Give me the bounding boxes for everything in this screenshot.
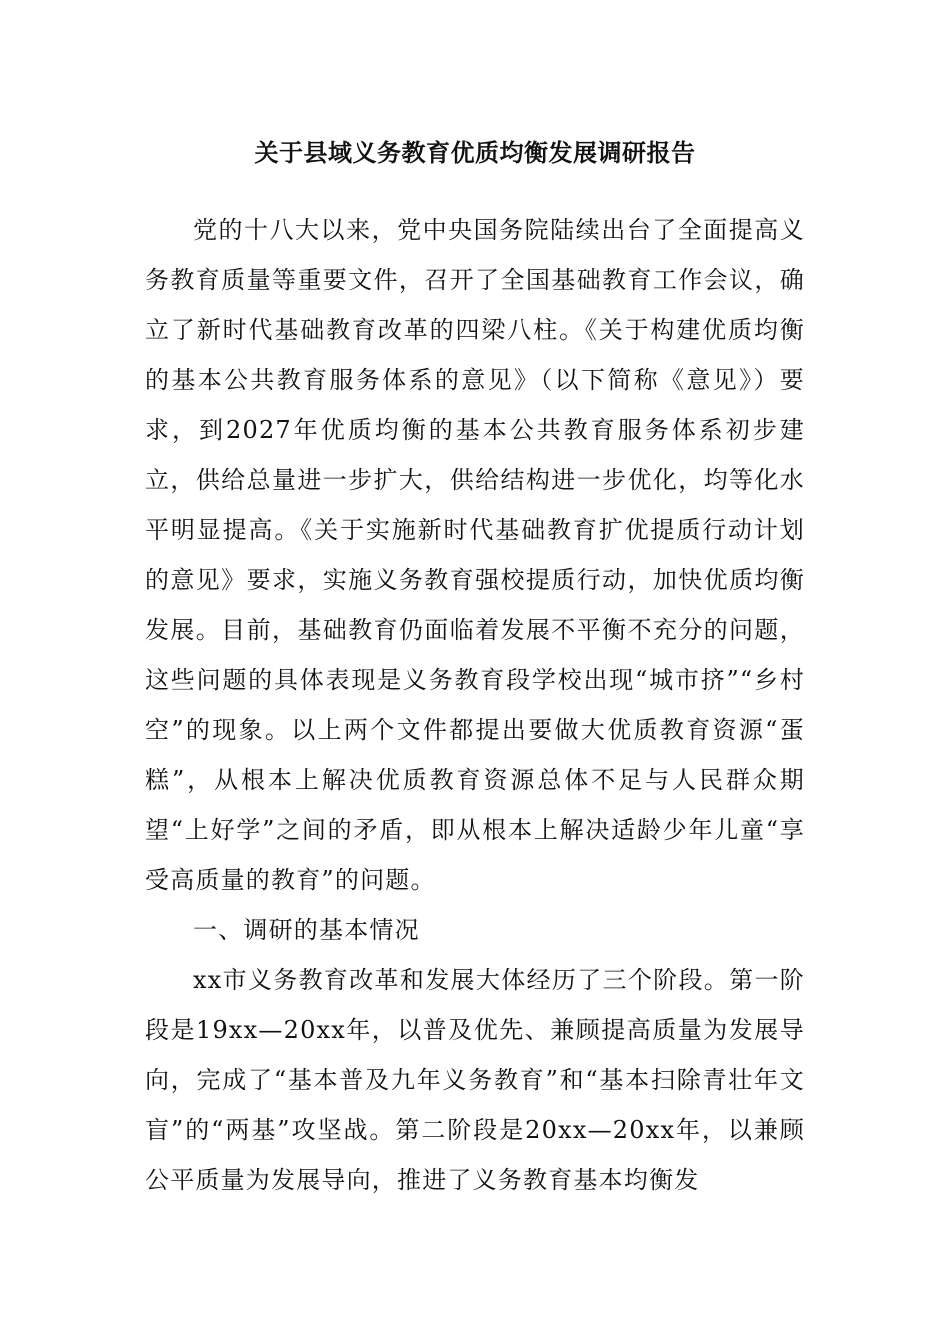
section-heading: 一、调研的基本情况 bbox=[193, 916, 420, 944]
paragraph-intro: 党的十八大以来，党中央国务院陆续出台了全面提高义务教育质量等重要文件，召开了全国基础教育工作会议，确立了新时代基础教育改革的四梁八柱。《关于构建优质均衡的基本公共教育服务体系的意见》（以下简称《意见》）要求，到2027年优质均衡的基本公共教育服务体系初步建立，供给总量进一步扩大，供给结构进一步优化，均等化水平明显提高。《关于实施新时代基础教育扩优提质行动计划的意见》要求，实施义务教育强校提质行动，加快优质均衡发展。目前，基础教育仍面临着发展不平衡不充分的问题，这些问题的具体表现是义务教育段学校出现“城市挤”“乡村空”的现象。以上两个文件都提出要做大优质教育资源“蛋糕”，从根本上解决优质教育资源总体不足与人民群众期望“上好学”之间的矛盾，即从根本上解决适龄少年儿童“享受高质量的教育”的问题。 bbox=[145, 216, 805, 894]
paragraph-basic-situation: xx市义务教育改革和发展大体经历了三个阶段。第一阶段是19xx—20xx年，以普及优先、兼顾提高质量为发展导向，完成了“基本普及九年义务教育”和“基本扫除青壮年文盲”的“两基”攻坚战。第二阶段是20xx—20xx年，以兼顾公平质量为发展导向，推进了义务教育基本均衡发 bbox=[145, 966, 805, 1194]
document-title: 关于县域义务教育优质均衡发展调研报告 bbox=[254, 138, 696, 167]
document-body bbox=[145, 205, 805, 1205]
